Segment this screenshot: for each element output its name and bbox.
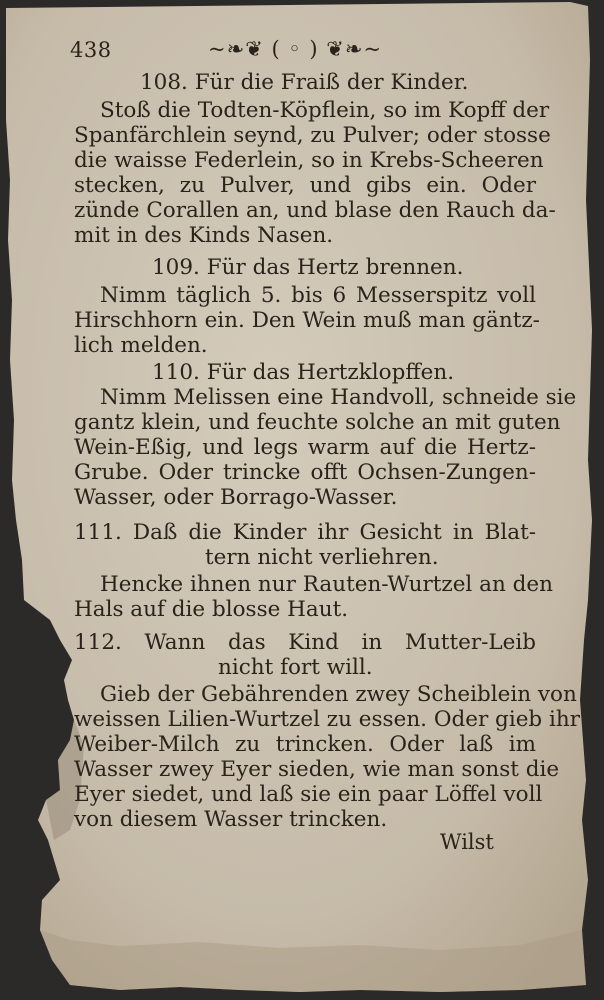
text-line: stecken, zu Pulver, und gibs ein. Oder	[74, 173, 536, 198]
text-line: Eyer siedet, und laß sie ein paar Löffel voll	[74, 782, 543, 807]
section-112-heading: 112. Wann das Kind in Mutter-Leib	[74, 630, 536, 655]
text-line: Spanfärchlein seynd, zu Pulver; oder stosse	[74, 123, 551, 148]
text-line: Wasser zwey Eyer sieden, wie man sonst die	[74, 757, 560, 782]
text-line: lich melden.	[74, 333, 208, 358]
text-line: von diesem Wasser trincken.	[74, 807, 388, 832]
text-line: Hirschhorn ein. Den Wein muß man gäntz-	[74, 308, 540, 333]
text-line: Nimm täglich 5. bis 6 Messerspitz voll	[100, 283, 536, 308]
text-line: Wasser, oder Borrago-Wasser.	[74, 485, 398, 510]
running-header	[70, 38, 550, 68]
text-line: mit in des Kinds Nasen.	[74, 223, 334, 248]
text-line: Gieb der Gebährenden zwey Scheiblein von	[100, 682, 577, 707]
section-108-heading: 108. Für die Fraiß der Kinder.	[140, 70, 469, 95]
text-line: weissen Lilien-Wurtzel zu essen. Oder gieb ihr	[74, 707, 581, 732]
section-110-heading: 110. Für das Hertzklopffen.	[152, 360, 455, 385]
text-line: Grube. Oder trincke offt Ochsen-Zungen-	[74, 460, 536, 485]
text-line: Hencke ihnen nur Rauten-Wurtzel an den	[100, 572, 553, 597]
text-line: die waisse Federlein, so in Krebs-Scheeren	[74, 148, 544, 173]
text-line: Nimm Melissen eine Handvoll, schneide sie	[100, 385, 577, 410]
text-line: Weiber-Milch zu trincken. Oder laß im	[74, 732, 536, 757]
text-line: Stoß die Todten-Köpflein, so im Kopff der	[100, 98, 550, 123]
header-ornament: ~❧❦ ( ◦ ) ❦❧~	[208, 37, 383, 61]
text-line: gantz klein, und feuchte solche an mit guten	[74, 410, 561, 435]
page-number: 438	[70, 38, 112, 62]
section-112-heading-cont: nicht fort will.	[218, 655, 373, 680]
section-109-heading: 109. Für das Hertz brennen.	[152, 255, 464, 280]
text-line: Wein-Eßig, und legs warm auf die Hertz-	[74, 435, 536, 460]
text-line: Hals auf die blosse Haut.	[74, 597, 349, 622]
section-111-heading: 111. Daß die Kinder ihr Gesicht in Blat-	[74, 520, 536, 545]
text-line: zünde Corallen an, und blase den Rauch da-	[74, 198, 556, 223]
section-111-heading-cont: tern nicht verliehren.	[205, 545, 439, 570]
catchword: Wilst	[440, 830, 494, 854]
